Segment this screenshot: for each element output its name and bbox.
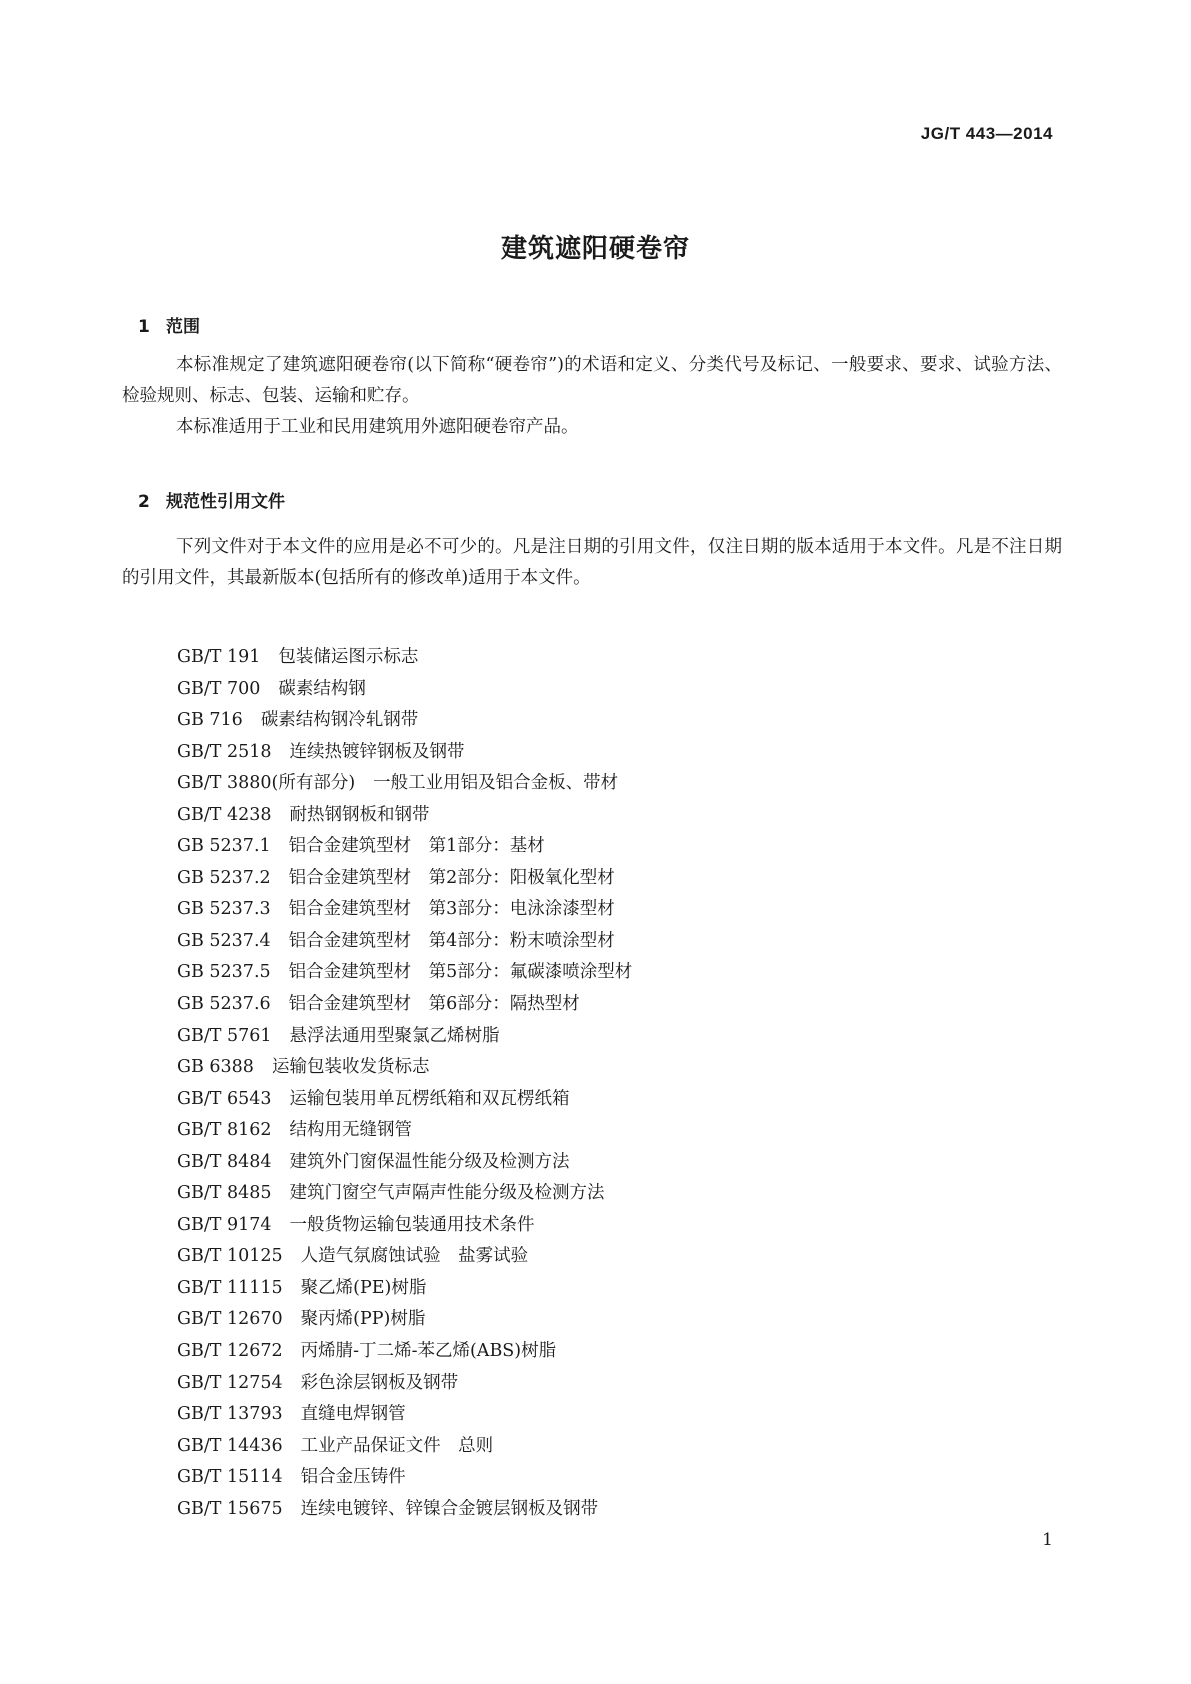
section-number: 1 <box>138 317 150 337</box>
reference-item <box>177 957 632 989</box>
section-number: 2 <box>138 492 150 512</box>
reference-title: 碳素结构钢 <box>278 678 366 699</box>
reference-item <box>177 1178 632 1210</box>
reference-title: 建筑门窗空气声隔声性能分级及检测方法 <box>289 1183 605 1204</box>
reference-title: 铝合金建筑型材 第3部分：电泳涂漆型材 <box>288 899 615 920</box>
reference-code: GB/T 2518 <box>177 741 272 762</box>
reference-title: 耐热钢钢板和钢带 <box>289 804 430 825</box>
reference-item <box>177 1210 632 1242</box>
scope-paragraph-1: 本标准规定了建筑遮阳硬卷帘(以下简称“硬卷帘”)的术语和定义、分类代号及标记、一般要求、要求、试验方法、检验规则、标志、包装、运输和贮存。 <box>122 355 1062 406</box>
reference-code: GB 716 <box>177 710 243 731</box>
reference-code: GB/T 14436 <box>177 1435 283 1456</box>
reference-code: GB/T 12754 <box>177 1372 283 1393</box>
reference-code: GB/T 12670 <box>177 1309 283 1330</box>
reference-code: GB/T 10125 <box>177 1246 283 1267</box>
scope-paragraph-2: 本标准适用于工业和民用建筑用外遮阳硬卷帘产品。 <box>176 417 579 437</box>
reference-item <box>177 1273 632 1305</box>
reference-code: GB 5237.6 <box>177 994 271 1015</box>
reference-code: GB 6388 <box>177 1057 254 1078</box>
reference-title: 一般货物运输包装通用技术条件 <box>289 1214 535 1235</box>
reference-item <box>177 737 632 769</box>
reference-item <box>177 1241 632 1273</box>
reference-item <box>177 642 632 674</box>
reference-title: 连续电镀锌、锌镍合金镀层钢板及钢带 <box>300 1498 599 1519</box>
reference-title: 丙烯腈-丁二烯-苯乙烯(ABS)树脂 <box>300 1341 557 1362</box>
reference-code: GB/T 4238 <box>177 804 272 825</box>
reference-item <box>177 894 632 926</box>
reference-item <box>177 1304 632 1336</box>
reference-item <box>177 989 632 1021</box>
reference-item <box>177 1336 632 1368</box>
reference-item <box>177 1399 632 1431</box>
reference-item <box>177 831 632 863</box>
section-heading-scope <box>138 312 200 337</box>
reference-title: 运输包装收发货标志 <box>271 1057 430 1078</box>
reference-title: 铝合金建筑型材 第2部分：阳极氧化型材 <box>288 867 615 888</box>
reference-code: GB/T 15114 <box>177 1467 283 1488</box>
section-title: 规范性引用文件 <box>166 492 285 512</box>
reference-title: 人造气氛腐蚀试验 盐雾试验 <box>300 1246 529 1267</box>
section-heading-normative-references <box>138 487 285 512</box>
reference-item <box>177 1115 632 1147</box>
reference-item <box>177 800 632 832</box>
reference-title: 碳素结构钢冷轧钢带 <box>260 710 419 731</box>
page-number: 1 <box>1042 1530 1053 1550</box>
reference-title: 悬浮法通用型聚氯乙烯树脂 <box>289 1025 500 1046</box>
reference-code: GB 5237.2 <box>177 867 271 888</box>
reference-code: GB 5237.1 <box>177 836 271 857</box>
reference-code: GB 5237.3 <box>177 899 271 920</box>
reference-title: 铝合金建筑型材 第5部分：氟碳漆喷涂型材 <box>288 962 633 983</box>
reference-title: 聚乙烯(PE)树脂 <box>300 1277 427 1298</box>
reference-title: 铝合金建筑型材 第1部分：基材 <box>288 836 545 857</box>
reference-item <box>177 1462 632 1494</box>
reference-item <box>177 926 632 958</box>
reference-code: GB/T 12672 <box>177 1341 283 1362</box>
reference-item <box>177 1052 632 1084</box>
reference-code: GB/T 8162 <box>177 1120 272 1141</box>
references-intro-paragraph: 下列文件对于本文件的应用是必不可少的。凡是注日期的引用文件，仅注日期的版本适用于本文件。凡是不注日期的引用文件，其最新版本(包括所有的修改单)适用于本文件。 <box>122 537 1062 588</box>
reference-item <box>177 863 632 895</box>
standard-code: JG/T 443—2014 <box>920 124 1053 143</box>
reference-item <box>177 705 632 737</box>
reference-title: 包装储运图示标志 <box>278 647 419 667</box>
reference-title: 聚丙烯(PP)树脂 <box>300 1309 426 1330</box>
reference-item <box>177 1494 632 1526</box>
reference-title: 铝合金建筑型材 第6部分：隔热型材 <box>288 994 580 1015</box>
reference-item <box>177 1431 632 1463</box>
reference-item <box>177 768 632 800</box>
reference-title: 建筑外门窗保温性能分级及检测方法 <box>289 1151 570 1172</box>
reference-item <box>177 1368 632 1400</box>
reference-code: GB/T 9174 <box>177 1214 272 1235</box>
reference-code: GB/T 191 <box>177 647 261 667</box>
reference-code: GB 5237.4 <box>177 930 271 951</box>
reference-title: 铝合金建筑型材 第4部分：粉末喷涂型材 <box>288 930 615 951</box>
reference-item <box>177 1147 632 1179</box>
reference-code: GB 5237.5 <box>177 962 271 983</box>
reference-code: GB/T 5761 <box>177 1025 272 1046</box>
reference-title: 连续热镀锌钢板及钢带 <box>289 741 465 762</box>
reference-title: 工业产品保证文件 总则 <box>300 1435 494 1456</box>
reference-code: GB/T 700 <box>177 678 261 699</box>
reference-code: GB/T 6543 <box>177 1088 272 1109</box>
reference-code: GB/T 8484 <box>177 1151 272 1172</box>
reference-title: 彩色涂层钢板及钢带 <box>300 1372 459 1393</box>
reference-code: GB/T 11115 <box>177 1277 283 1298</box>
section-title: 范围 <box>166 317 200 337</box>
reference-code: GB/T 15675 <box>177 1498 283 1519</box>
reference-title: 一般工业用铝及铝合金板、带材 <box>373 773 619 794</box>
reference-list <box>177 642 632 1525</box>
reference-item <box>177 674 632 706</box>
reference-title: 直缝电焊钢管 <box>300 1404 406 1425</box>
reference-item <box>177 1021 632 1053</box>
reference-code: GB/T 13793 <box>177 1404 283 1425</box>
reference-title: 结构用无缝钢管 <box>289 1120 413 1141</box>
reference-item <box>177 1084 632 1116</box>
reference-title: 运输包装用单瓦楞纸箱和双瓦楞纸箱 <box>289 1088 570 1109</box>
reference-code: GB/T 3880(所有部分) <box>177 773 356 794</box>
reference-title: 铝合金压铸件 <box>300 1467 406 1488</box>
document-title: 建筑遮阳硬卷帘 <box>500 234 690 264</box>
reference-code: GB/T 8485 <box>177 1183 272 1204</box>
